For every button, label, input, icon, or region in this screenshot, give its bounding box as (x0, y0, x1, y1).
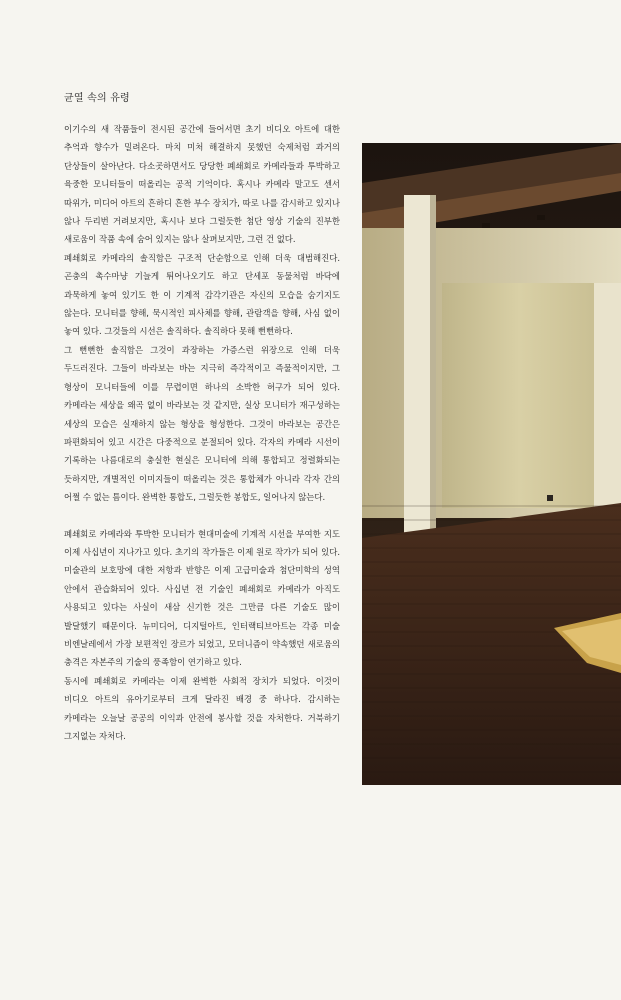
paragraph-3: 그 뻔뻔한 솔직함은 그것이 과장하는 가증스런 위장으로 인해 더욱 두드러진다. 그들이 바라보는 바는 지극히 즉각적이고 즉물적이지만, 그 형상이 모니터들에 이를 무렵이면 하나의 소박한 허구가 되어 있다. 카메라는 세상을 왜곡 없이 바라보는 것 같지만, 실상 모니터가 재구성하는 세상의 모습은 실재하지 않는 형상을 형성한다. 그것이 바라보는 공간은 파편화되어 있고 시간은 다중적으로 분절되어 있다. 각자의 카메라 시선이 기록하는 나름대로의 충실한 현실은 모니터에 의해 통합되고 정렬화되는 듯하지만, 개별적인 이미지들이 떠올리는 것은 통합체가 아니라 각자 간의 어쩔 수 없는 틈이다. 완벽한 통합도, 그럴듯한 봉합도, 일어나지 않는다. (64, 344, 340, 503)
paragraph-1: 이기수의 새 작품들이 전시된 공간에 들어서면 초기 비디오 아트에 대한 추억과 향수가 밀려온다. 마치 미처 해결하지 못했던 숙제처럼 과거의 단상들이 살아난다. 다소곳하면서도 당당한 폐쇄회로 카메라들과 투박하고 육중한 모니터들이 떠올리는 공적 기억이다. 혹시나 카메라 말고도 센서 따위가, 미디어 아트의 흔하디 흔한 부수 장치가, 따로 나를 감시하고 있지나 않나 두리번 거려보지만, 혹시나 보다 그럴듯한 첨단 영상 기술의 진부한 새로움이 작품 속에 숨어 있지는 않나 살펴보지만, 그런 건 없다. (64, 124, 340, 245)
paragraph-5: 동시에 폐쇄회로 카메라는 이제 완벽한 사회적 장치가 되었다. 이것이 비디오 아트의 유아기로부터 크게 달라진 배경 중 하나다. 감시하는 카메라는 오늘날 공공의 이익과 안전에 봉사할 것을 자처한다. 거북하기 그지없는 자처다. (64, 675, 340, 741)
paragraph-4: 폐쇄회로 카메라와 투박한 모니터가 현대미술에 기계적 시선을 부여한 지도 이제 사십년이 지나가고 있다. 초기의 작가들은 이제 원로 작가가 되어 있다. 미술관의 보호망에 대한 저항과 반향은 이제 고급미술과 첨단미학의 성역 안에서 관습화되어 있다. 사십년 전 기술인 폐쇄회로 카메라가 아직도 사용되고 있다는 사실이 새삼 신기한 것은 그만큼 다른 기술도 많이 발달했기 때문이다. 뉴미디어, 디지털아트, 인터랙티브아트는 각종 미술 비엔날레에서 가장 보편적인 장르가 되었고, 모더니즘이 약속했던 새로움의 충격은 자본주의 기술의 풍족함이 연기하고 있다. (64, 528, 340, 668)
gallery-installation-photo (362, 143, 621, 785)
paragraph-2: 폐쇄회로 카메라의 솔직함은 구조적 단순함으로 인해 더욱 대범해진다. 곤충의 촉수마냥 기늘게 튀어나오기도 하고 단세포 동물처럼 바닥에 과묵하게 놓여 있기도 한 이 기계적 감각기관은 자신의 모습을 숨기지도 않는다. 모니터를 향해, 묵시적인 피사체를 향해, 관람객을 향해, 사심 없이 놓여 있다. 그것들의 시선은 솔직하다. 솔직하다 못해 뻔뻔하다. (64, 252, 340, 337)
body-text (64, 120, 340, 745)
section-heading: 균열 속의 유령 (64, 93, 130, 104)
paragraph-gap (64, 507, 340, 525)
